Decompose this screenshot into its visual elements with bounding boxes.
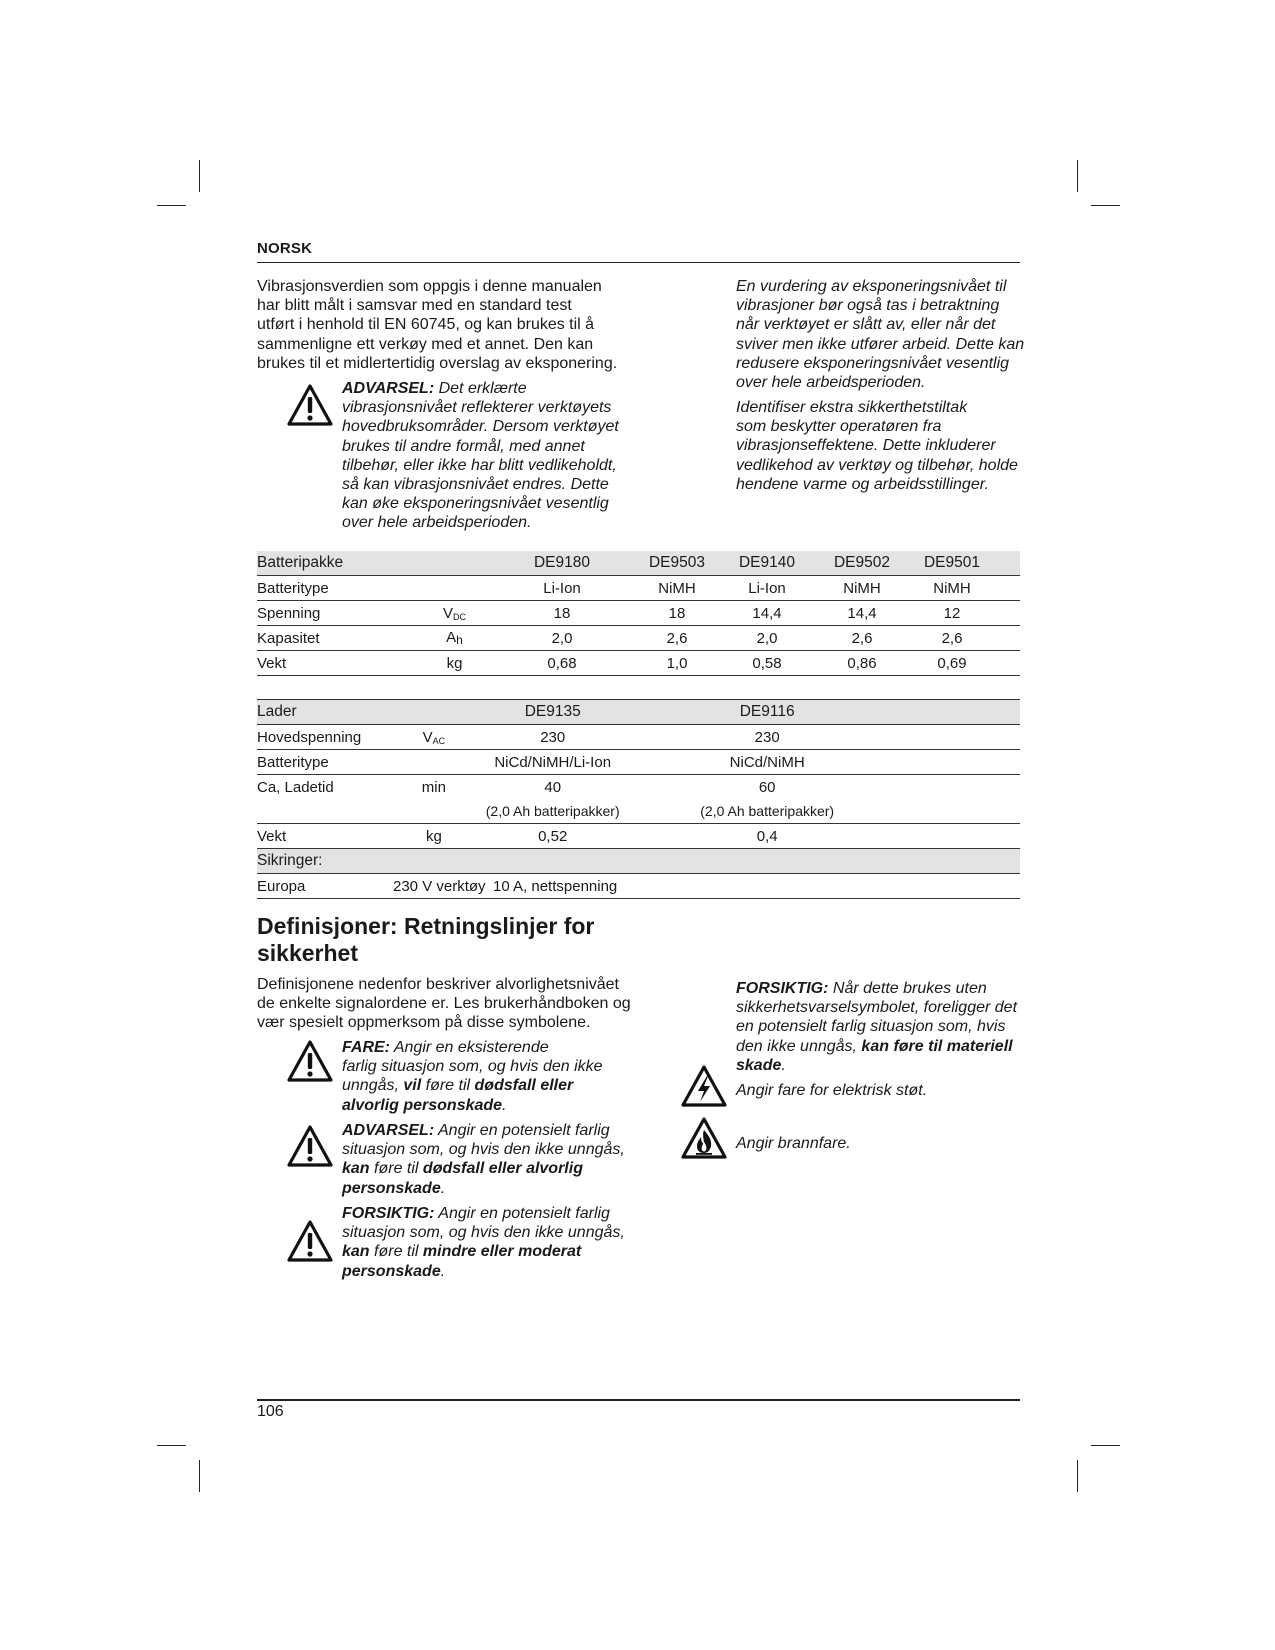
intro-warning — [342, 379, 632, 533]
text-line: redusere eksponeringsnivået vesentlig — [736, 354, 1010, 372]
row-label: Europa — [257, 877, 306, 895]
fire-hazard-icon — [681, 1117, 727, 1159]
page-number: 106 — [257, 1403, 284, 1420]
text-line: En vurdering av eksponeringsnivået til — [736, 278, 1007, 295]
cell: 2,6 — [851, 629, 873, 647]
row-label: Spenning — [257, 604, 321, 622]
language-label: NORSK — [257, 240, 313, 257]
cell: 230 — [754, 728, 780, 746]
unit-cell: $V_{AC}$ — [422, 728, 446, 746]
row-label: Hovedspenning — [257, 728, 362, 746]
table-row — [257, 651, 1020, 676]
table-row — [257, 576, 1020, 601]
warning-label: ADVARSEL: — [342, 380, 435, 397]
forsiktig-definition: FORSIKTIG: Angir en potensielt farlig situasjon som, og hvis den ikke unngås, kan føre til mindre eller moderat personskade. — [342, 1205, 625, 1280]
row-label: Kapasitet — [257, 629, 320, 647]
warning-line: hovedbruksområder. Dersom verktøyet — [342, 418, 619, 436]
crop-mark — [1077, 160, 1078, 192]
cell: 14,4 — [847, 604, 877, 622]
row-label: Vekt — [257, 654, 287, 672]
table-row — [257, 775, 1020, 800]
text-line: Definisjonene nedenfor beskriver alvorlighetsnivået — [257, 976, 619, 993]
fuses-header-row — [257, 849, 1020, 874]
text-line: vibrasjonseffektene. Dette inkluderer — [736, 437, 996, 455]
warning-line: ADVARSEL: Det erklærte — [342, 380, 527, 397]
intro-right-paragraph-1 — [736, 277, 1026, 392]
forsiktig-label: FORSIKTIG: — [342, 1205, 435, 1222]
warning-line: brukes til andre formål, med annet — [342, 437, 585, 455]
text-line: vedlikehod av verktøy og tilbehør, holde — [736, 456, 1018, 474]
text-line: har blitt målt i samsvar med en standard test — [257, 297, 572, 315]
text-line: hendene varme og arbeidsstillinger. — [736, 475, 989, 493]
cell: 230 V verktøy — [393, 877, 486, 895]
header-cell: DE9116 — [700, 700, 834, 725]
row-label: Ca, Ladetid — [257, 778, 334, 796]
warning-line: over hele arbeidsperioden. — [342, 514, 532, 532]
warning-line: tilbehør, eller ikke har blitt vedlikeholdt, — [342, 456, 617, 474]
cell: 0,4 — [756, 827, 778, 845]
fuses-label: Sikringer: — [257, 849, 1020, 874]
table-row — [257, 626, 1020, 651]
crop-mark — [1077, 1460, 1078, 1492]
cell: 0,68 — [547, 654, 577, 672]
unit-cell: $V_{DC}$ — [442, 604, 466, 622]
crop-mark — [1091, 205, 1120, 206]
fare-definition: FARE: Angir en eksisterende farlig situasjon som, og hvis den ikke unngås, vil føre til dødsfall eller alvorlig personskade. — [342, 1039, 603, 1114]
cell: 0,86 — [847, 654, 877, 672]
cell: 2,0 — [756, 629, 778, 647]
cell: 12 — [943, 604, 961, 622]
row-label: Vekt — [257, 827, 287, 845]
text-line: vibrasjoner bør også tas i betraktning — [736, 297, 1000, 315]
fire-hazard-text: Angir brannfare. — [736, 1135, 851, 1152]
header-cell: Batteripakke — [257, 551, 422, 576]
forsiktig-nosymbol-definition: FORSIKTIG: Når dette brukes uten sikkerhetsvarselsymbolet, foreligger det en potensielt farlig situasjon som, hvis den ikke unngås, kan føre til materiell skade. — [736, 980, 1018, 1074]
text-line: sammenligne ett verkøy med et annet. Den kan — [257, 335, 594, 353]
row-label: Batteritype — [257, 579, 329, 597]
cell: 18 — [668, 604, 686, 622]
cell: 14,4 — [752, 604, 782, 622]
cell: NiMH — [933, 579, 971, 597]
cell: NiMH — [658, 579, 696, 597]
unit-cell: kg — [446, 654, 463, 672]
intro-left-paragraph — [257, 277, 627, 373]
warning-line: så kan vibrasjonsnivået endres. Dette — [342, 476, 609, 494]
text-line: når verktøyet er slått av, eller når det — [736, 316, 996, 334]
text-line: Identifiser ekstra sikkerthetstiltak — [736, 399, 968, 416]
cell: 60 — [758, 778, 776, 796]
cell: 18 — [553, 604, 571, 622]
warning-triangle-icon — [287, 384, 333, 426]
text-line: som beskytter operatøren fra — [736, 418, 942, 436]
fare-label: FARE: — [342, 1039, 390, 1056]
table-row — [257, 750, 1020, 775]
fuses-row — [257, 874, 1020, 899]
cell: (2,0 Ah batteripakker) — [485, 803, 620, 819]
text-line: utført i henhold til EN 60745, og kan brukes til å — [257, 316, 595, 334]
advarsel-label: ADVARSEL: — [342, 1122, 435, 1139]
cell: Li-Ion — [543, 579, 581, 597]
cell: NiCd/NiMH — [729, 753, 805, 771]
table-row — [257, 725, 1020, 750]
section-title: Definisjoner: Retningslinjer for sikkerhet — [257, 913, 595, 966]
crop-mark — [1091, 1445, 1120, 1446]
table-row — [257, 799, 1020, 824]
text-line: brukes til et midlertertidig overslag av eksponering. — [257, 354, 618, 372]
cell: 0,58 — [752, 654, 782, 672]
text-line: de enkelte signalordene er. Les brukerhåndboken og — [257, 995, 631, 1013]
forsiktig-label: FORSIKTIG: — [736, 980, 829, 997]
battery-table — [257, 551, 1020, 676]
text-line: Vibrasjonsverdien som oppgis i denne manualen — [257, 278, 602, 295]
cell: 2,0 — [551, 629, 573, 647]
danger-triangle-icon — [287, 1040, 333, 1082]
cell: 10 A, nettspenning — [493, 877, 618, 895]
text-line: vær spesielt oppmerksom på disse symbolene. — [257, 1014, 591, 1032]
cell: 0,52 — [538, 827, 568, 845]
unit-cell: Ah — [446, 629, 463, 647]
table-row — [257, 874, 1020, 899]
header-cell: DE9501 — [907, 551, 997, 576]
caution-triangle-icon — [287, 1220, 333, 1262]
header-cell: DE9135 — [478, 700, 627, 725]
header-cell: DE9502 — [817, 551, 907, 576]
unit-cell: kg — [425, 827, 442, 845]
table-row — [257, 601, 1020, 626]
cell: 40 — [544, 778, 562, 796]
text-line: over hele arbeidsperioden. — [736, 374, 926, 392]
crop-mark — [199, 1460, 200, 1492]
cell: 1,0 — [666, 654, 688, 672]
header-cell: Lader — [257, 700, 389, 725]
intro-right-paragraph-2 — [736, 398, 1026, 494]
unit-cell: min — [421, 778, 446, 796]
warning-triangle-icon — [287, 1125, 333, 1167]
cell: 2,6 — [666, 629, 688, 647]
footer-rule — [257, 1399, 1020, 1401]
cell: (2,0 Ah batteripakker) — [700, 803, 835, 819]
table-row — [257, 824, 1020, 849]
crop-mark — [199, 160, 200, 192]
crop-mark — [157, 205, 186, 206]
table-header-row — [257, 551, 1020, 576]
header-cell: DE9140 — [717, 551, 817, 576]
electric-shock-icon — [681, 1065, 727, 1107]
crop-mark — [157, 1445, 186, 1446]
cell: NiCd/NiMH/Li-Ion — [494, 753, 612, 771]
definitions-intro — [257, 975, 637, 1033]
advarsel-definition: ADVARSEL: Angir en potensielt farlig situasjon som, og hvis den ikke unngås, kan føre til dødsfall eller alvorlig personskade. — [342, 1122, 625, 1197]
header-cell: DE9180 — [487, 551, 637, 576]
warning-line: kan øke eksponeringsnivået vesentlig — [342, 495, 609, 513]
table-header-row — [257, 700, 1020, 725]
warning-line: vibrasjonsnivået reflekterer verktøyets — [342, 399, 612, 417]
row-label: Batteritype — [257, 753, 329, 771]
electric-shock-text: Angir fare for elektrisk støt. — [736, 1082, 928, 1099]
cell: Li-Ion — [748, 579, 786, 597]
cell: 2,6 — [941, 629, 963, 647]
header-cell: DE9503 — [637, 551, 717, 576]
charger-table — [257, 699, 1020, 899]
cell: 230 — [540, 728, 566, 746]
cell: NiMH — [843, 579, 881, 597]
text-line: sviver men ikke utfører arbeid. Dette kan — [736, 335, 1025, 353]
cell: 0,69 — [937, 654, 967, 672]
header-rule — [257, 262, 1020, 263]
